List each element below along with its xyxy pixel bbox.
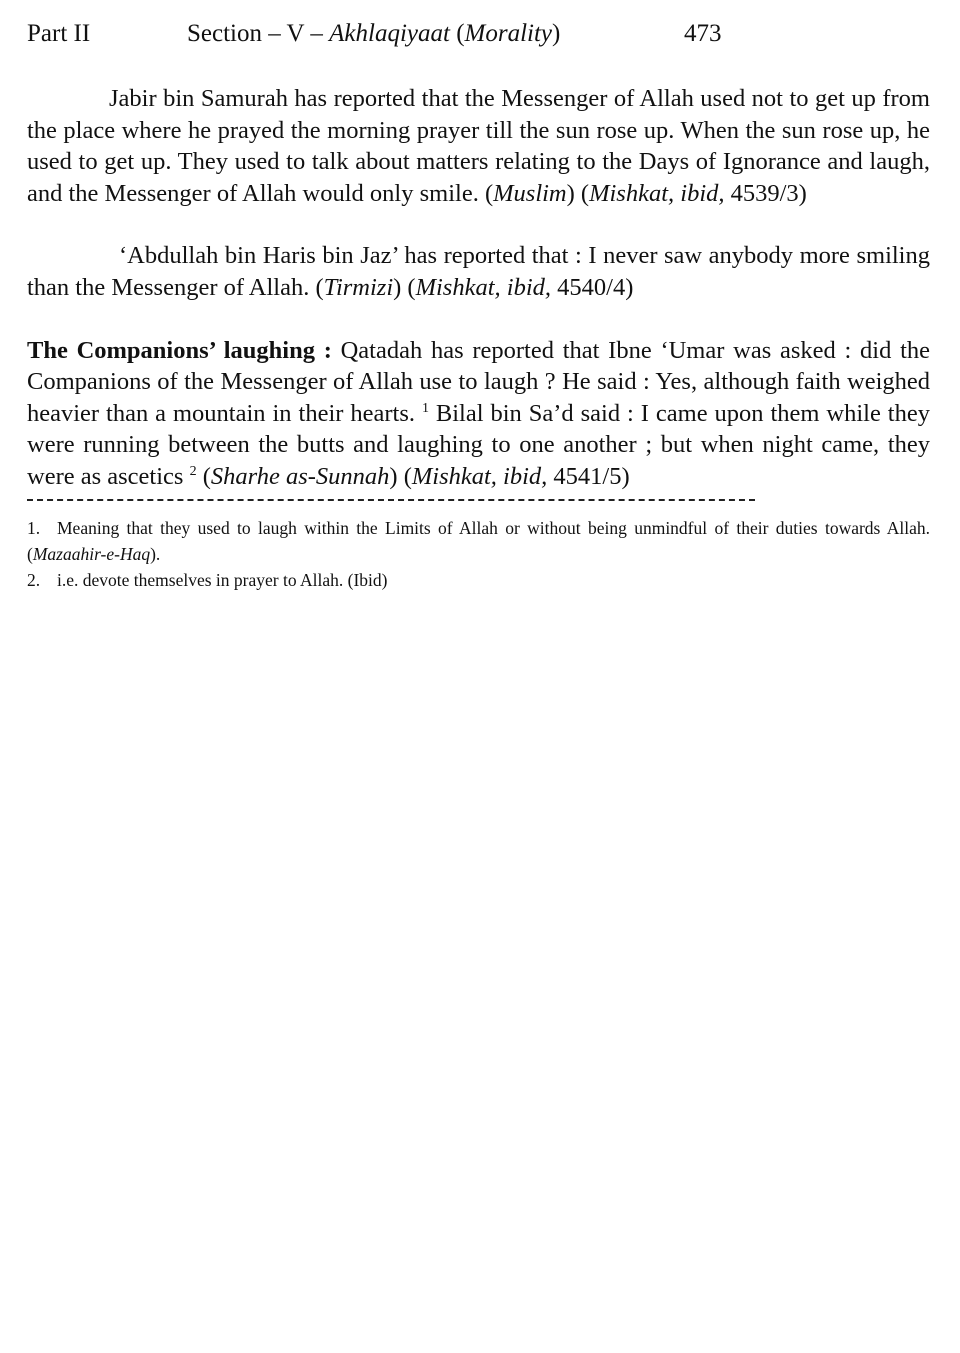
header-section-prefix: Section – V – bbox=[187, 20, 330, 47]
ref-number: 4540/4) bbox=[551, 273, 634, 301]
footnote-2 bbox=[27, 567, 930, 593]
ref-source: Sharhe as-Sunnah bbox=[210, 462, 390, 490]
footnote-1 bbox=[27, 515, 930, 567]
footnote-text: i.e. devote themselves in prayer to Allah. (Ibid) bbox=[57, 569, 388, 590]
footnote-ref-2: 2 bbox=[189, 463, 197, 479]
header-section-title: Akhlaqiyaat bbox=[329, 20, 450, 47]
header-part: Part II bbox=[27, 20, 91, 47]
header-paren-open: ( bbox=[449, 20, 465, 47]
footnote-number: 2. bbox=[27, 569, 41, 590]
footnote-number: 1. bbox=[27, 517, 41, 538]
ref-book: Mishkat, ibid, bbox=[411, 462, 548, 490]
header-section bbox=[187, 20, 560, 48]
section-heading: The Companions’ laughing : bbox=[27, 336, 332, 364]
ref-book: Mishkat, ibid, bbox=[589, 179, 725, 207]
header-paren-close: ) bbox=[552, 20, 561, 47]
paragraph-text: Jabir bin Samurah has reported that the Messenger of Allah used not to get up from the place where he prayed the morning prayer till the sun rose up. When the sun rose up, he used to get up. They used to talk about matters relating to the Days of Ignorance and laugh, and the Messenger of Allah would only smile. bbox=[27, 85, 930, 207]
ref-number: 4541/5) bbox=[547, 462, 630, 490]
ref-punct: ( bbox=[309, 273, 324, 301]
page-number: 473 bbox=[684, 20, 722, 47]
paragraph-companions bbox=[27, 335, 930, 493]
ref-punct: ) ( bbox=[566, 179, 590, 207]
paragraph-text: ‘Abdullah bin Haris bin Jaz’ has reported that : I never saw anybody more smiling than the Messenger of Allah. bbox=[27, 242, 930, 301]
ref-punct: ) ( bbox=[389, 462, 412, 490]
paragraph-text: Qatadah has reported that Ibne ‘Umar was asked : did the Companions of the Messenger of Allah use to laugh ? He said : Yes, although faith weighed heavier than a mountain in their hearts. bbox=[27, 336, 930, 427]
paragraph-abdullah bbox=[27, 240, 930, 303]
ref-number: 4539/3) bbox=[724, 179, 807, 207]
running-header bbox=[27, 20, 930, 54]
footnote-source: Mazaahir-e-Haq bbox=[32, 543, 151, 564]
header-section-subtitle: Morality bbox=[464, 20, 553, 47]
paragraph-jabir bbox=[27, 83, 930, 209]
document-page bbox=[27, 20, 930, 593]
ref-source: Tirmizi bbox=[323, 273, 394, 301]
footnote-tail: ). bbox=[150, 543, 161, 564]
footnote-ref-1: 1 bbox=[421, 400, 429, 416]
ref-punct: ) ( bbox=[393, 273, 416, 301]
ref-punct: ( bbox=[478, 179, 494, 207]
paragraph-text: Bilal bin Sa’d said : I came upon them while they were running between the butts and laughing to one another ; but when night came, they were as ascetics bbox=[27, 399, 930, 490]
ref-book: Mishkat, ibid, bbox=[415, 273, 552, 301]
ref-punct: ( bbox=[196, 462, 211, 490]
footnotes bbox=[27, 515, 930, 593]
ref-source: Muslim bbox=[493, 179, 567, 207]
footnote-divider bbox=[27, 499, 755, 501]
footnote-text: Meaning that they used to laugh within the Limits of Allah or without being unmindful of their duties towards Allah. ( bbox=[27, 517, 930, 564]
